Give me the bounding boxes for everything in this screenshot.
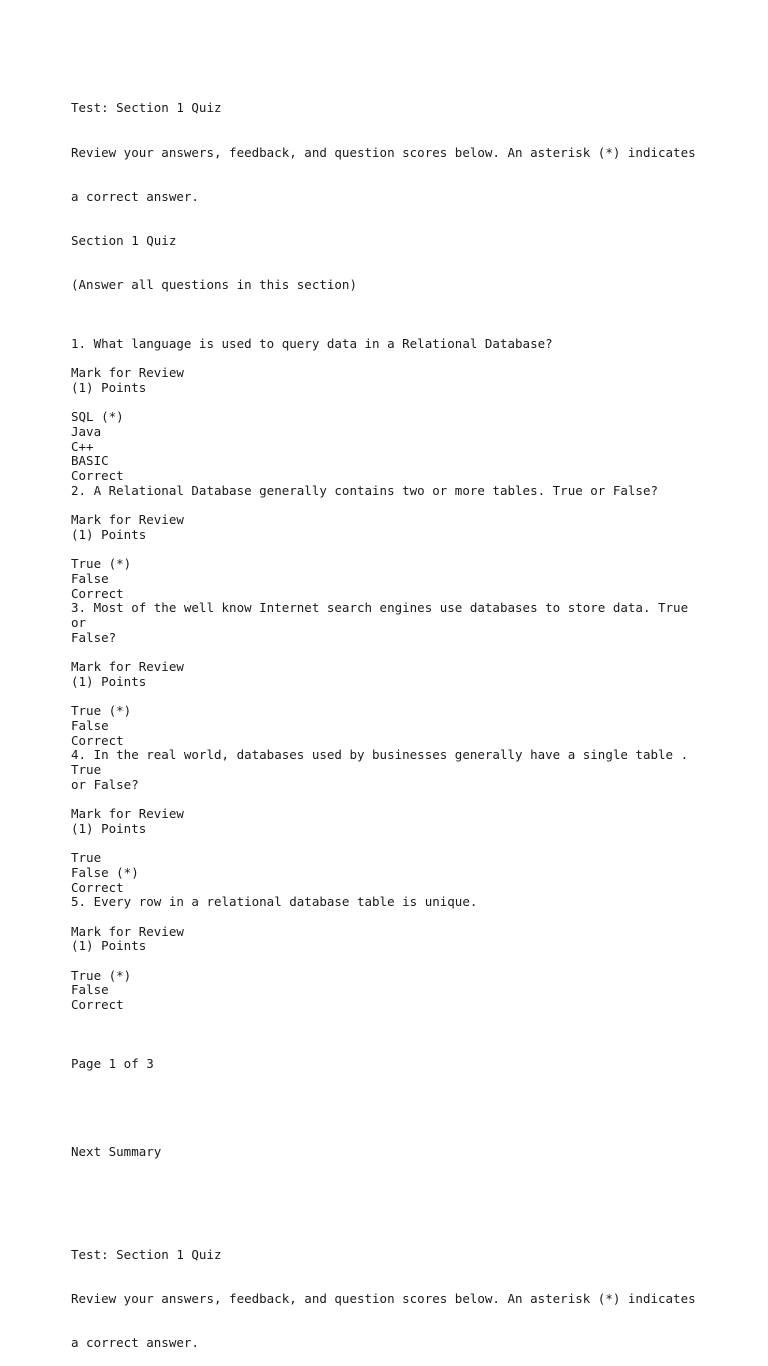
answer-option: True (*)	[71, 556, 132, 572]
question-text: 1. What language is used to query data in a Relational Database?	[71, 335, 553, 351]
answer-option: True (*)	[71, 967, 132, 983]
question-block	[71, 601, 731, 748]
question-text: 4. In the real world, databases used by businesses generally have a single table .	[71, 747, 689, 763]
question-points: (1) Points	[71, 820, 147, 836]
result-status: Correct	[71, 732, 124, 748]
answer-option: False	[71, 717, 109, 733]
answer-option: False	[71, 570, 109, 586]
mark-for-review-link[interactable]: Mark for Review	[71, 806, 184, 822]
question-text: True	[71, 761, 102, 777]
question-points: (1) Points	[71, 526, 147, 542]
review-instructions-line-1: Review your answers, feedback, and question scores below. An asterisk (*) indicates	[71, 144, 696, 160]
spacer	[71, 689, 731, 704]
result-status: Correct	[71, 997, 124, 1013]
review-instructions-line-2: a correct answer.	[71, 188, 199, 204]
answer-option: Java	[71, 423, 102, 439]
question-points: (1) Points	[71, 379, 147, 395]
question-points: (1) Points	[71, 938, 147, 954]
spacer	[71, 954, 731, 969]
result-status: Correct	[71, 467, 124, 483]
next-summary-links[interactable]: Next Summary	[71, 1144, 162, 1160]
spacer	[71, 498, 731, 513]
question-text: or False?	[71, 776, 139, 792]
spacer	[71, 1189, 731, 1204]
question-text: 5. Every row in a relational database table is unique.	[71, 894, 478, 910]
question-block	[71, 337, 731, 484]
quiz-document	[71, 72, 731, 1366]
answer-option: False (*)	[71, 864, 139, 880]
section-title: Section 1 Quiz	[71, 232, 177, 248]
answer-option: True (*)	[71, 703, 132, 719]
mark-for-review-link[interactable]: Mark for Review	[71, 659, 184, 675]
mark-for-review-link[interactable]: Mark for Review	[71, 923, 184, 939]
spacer	[71, 395, 731, 410]
mark-for-review-link[interactable]: Mark for Review	[71, 365, 184, 381]
question-block	[71, 484, 731, 602]
answer-option: True	[71, 850, 102, 866]
spacer	[71, 792, 731, 807]
question-text: 2. A Relational Database generally contains two or more tables. True or False?	[71, 482, 658, 498]
footer-test-title: Test: Section 1 Quiz	[71, 1247, 222, 1263]
question-text: 3. Most of the well know Internet search engines use databases to store data. True	[71, 600, 689, 616]
question-text: False?	[71, 629, 117, 645]
question-block	[71, 895, 731, 1013]
answer-option: False	[71, 982, 109, 998]
footer-review-line-2: a correct answer.	[71, 1335, 199, 1351]
page-indicator: Page 1 of 3	[71, 1055, 154, 1071]
question-text: or	[71, 614, 87, 630]
answer-option: SQL (*)	[71, 409, 124, 425]
spacer	[71, 542, 731, 557]
section-note: (Answer all questions in this section)	[71, 276, 357, 292]
result-status: Correct	[71, 585, 124, 601]
question-list	[71, 337, 731, 1013]
footer-review-line-1: Review your answers, feedback, and question scores below. An asterisk (*) indicates	[71, 1291, 696, 1307]
spacer	[71, 910, 731, 925]
answer-option: BASIC	[71, 453, 109, 469]
spacer	[71, 351, 731, 366]
spacer	[71, 1101, 731, 1116]
spacer	[71, 645, 731, 660]
answer-option: C++	[71, 438, 94, 454]
result-status: Correct	[71, 879, 124, 895]
question-block	[71, 748, 731, 895]
question-points: (1) Points	[71, 673, 147, 689]
mark-for-review-link[interactable]: Mark for Review	[71, 512, 184, 528]
spacer	[71, 836, 731, 851]
test-title: Test: Section 1 Quiz	[71, 100, 222, 116]
